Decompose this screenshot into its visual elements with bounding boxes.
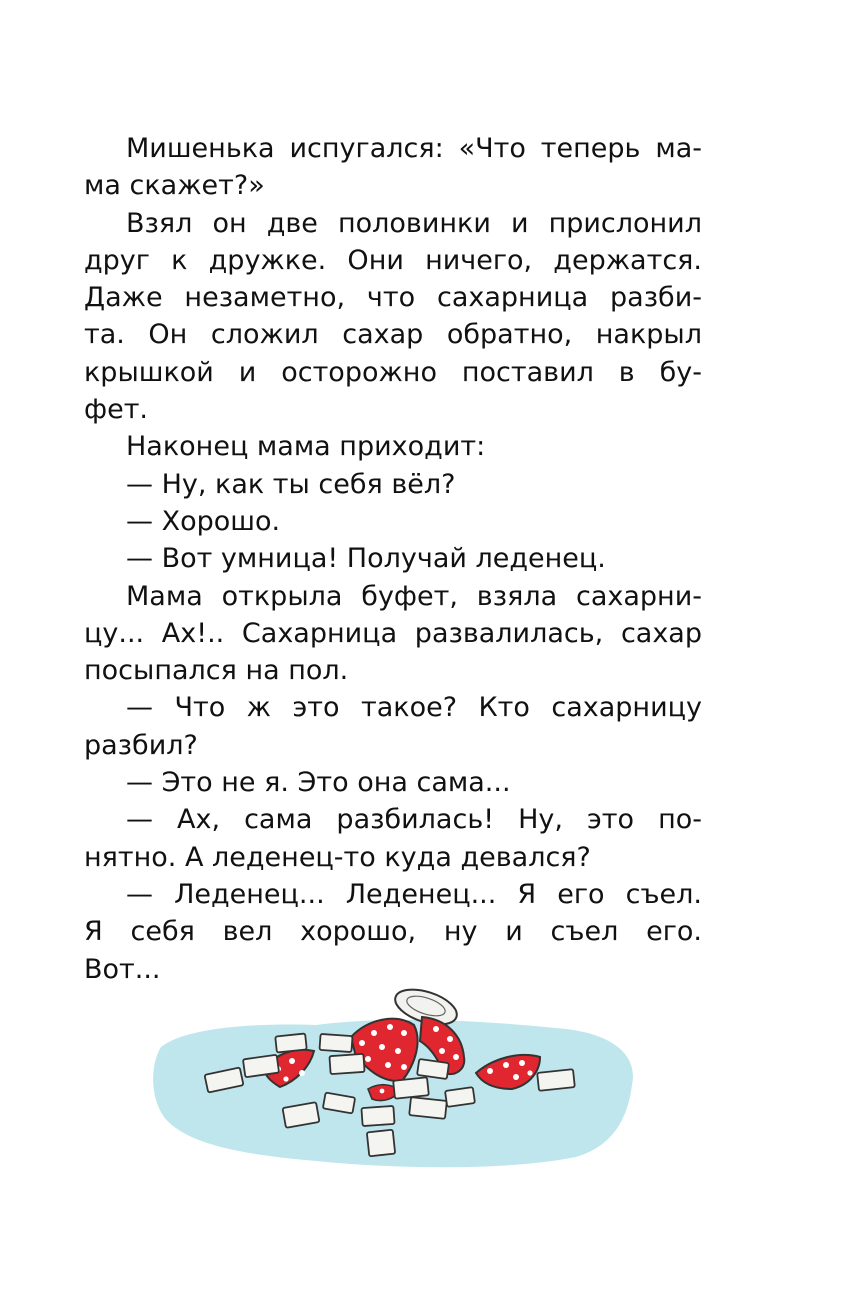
text-line: Вот... (84, 953, 161, 985)
text-line: крышкой и осторожно поставил в бу- (84, 356, 702, 388)
text-line: — Это не я. Это она сама... (126, 767, 511, 799)
text-line: — Ну, как ты себя вёл? (126, 468, 456, 500)
text-line: друг к дружке. Они ничего, держатся. (84, 244, 702, 276)
text-line: Я себя вел хорошо, ну и съел его. (84, 916, 702, 948)
text-line: Наконец мама приходит: (126, 431, 486, 463)
text-line: разбил? (84, 729, 198, 761)
text-line: посыпался на пол. (84, 655, 349, 687)
text-line: ма скажет?» (84, 170, 265, 202)
text-line: Даже незаметно, что сахарница разби- (84, 282, 702, 314)
text-line: — Хорошо. (126, 505, 281, 537)
text-line: цу... Ах!.. Сахарница развалилась, сахар (84, 617, 702, 649)
text-line: нятно. А леденец-то куда девался? (84, 841, 591, 873)
broken-sugar-bowl-illustration (146, 985, 640, 1175)
text-line: — Что ж это такое? Кто сахарницу (126, 692, 702, 724)
text-line: Мишенька испугался: «Что теперь ма- (126, 133, 702, 164)
story-text (84, 130, 702, 988)
text-line: — Вот умница! Получай леденец. (126, 543, 606, 575)
text-line: Мама открыла буфет, взяла сахарни- (126, 580, 702, 612)
text-line: — Леденец... Леденец... Я его съел. (126, 878, 702, 910)
text-line: та. Он сложил сахар обратно, накрыл (84, 319, 702, 351)
text-line: Взял он две половинки и прислонил (126, 207, 702, 239)
text-line: — Ах, сама разбилась! Ну, это по- (126, 804, 702, 836)
text-line: фет. (84, 394, 149, 426)
